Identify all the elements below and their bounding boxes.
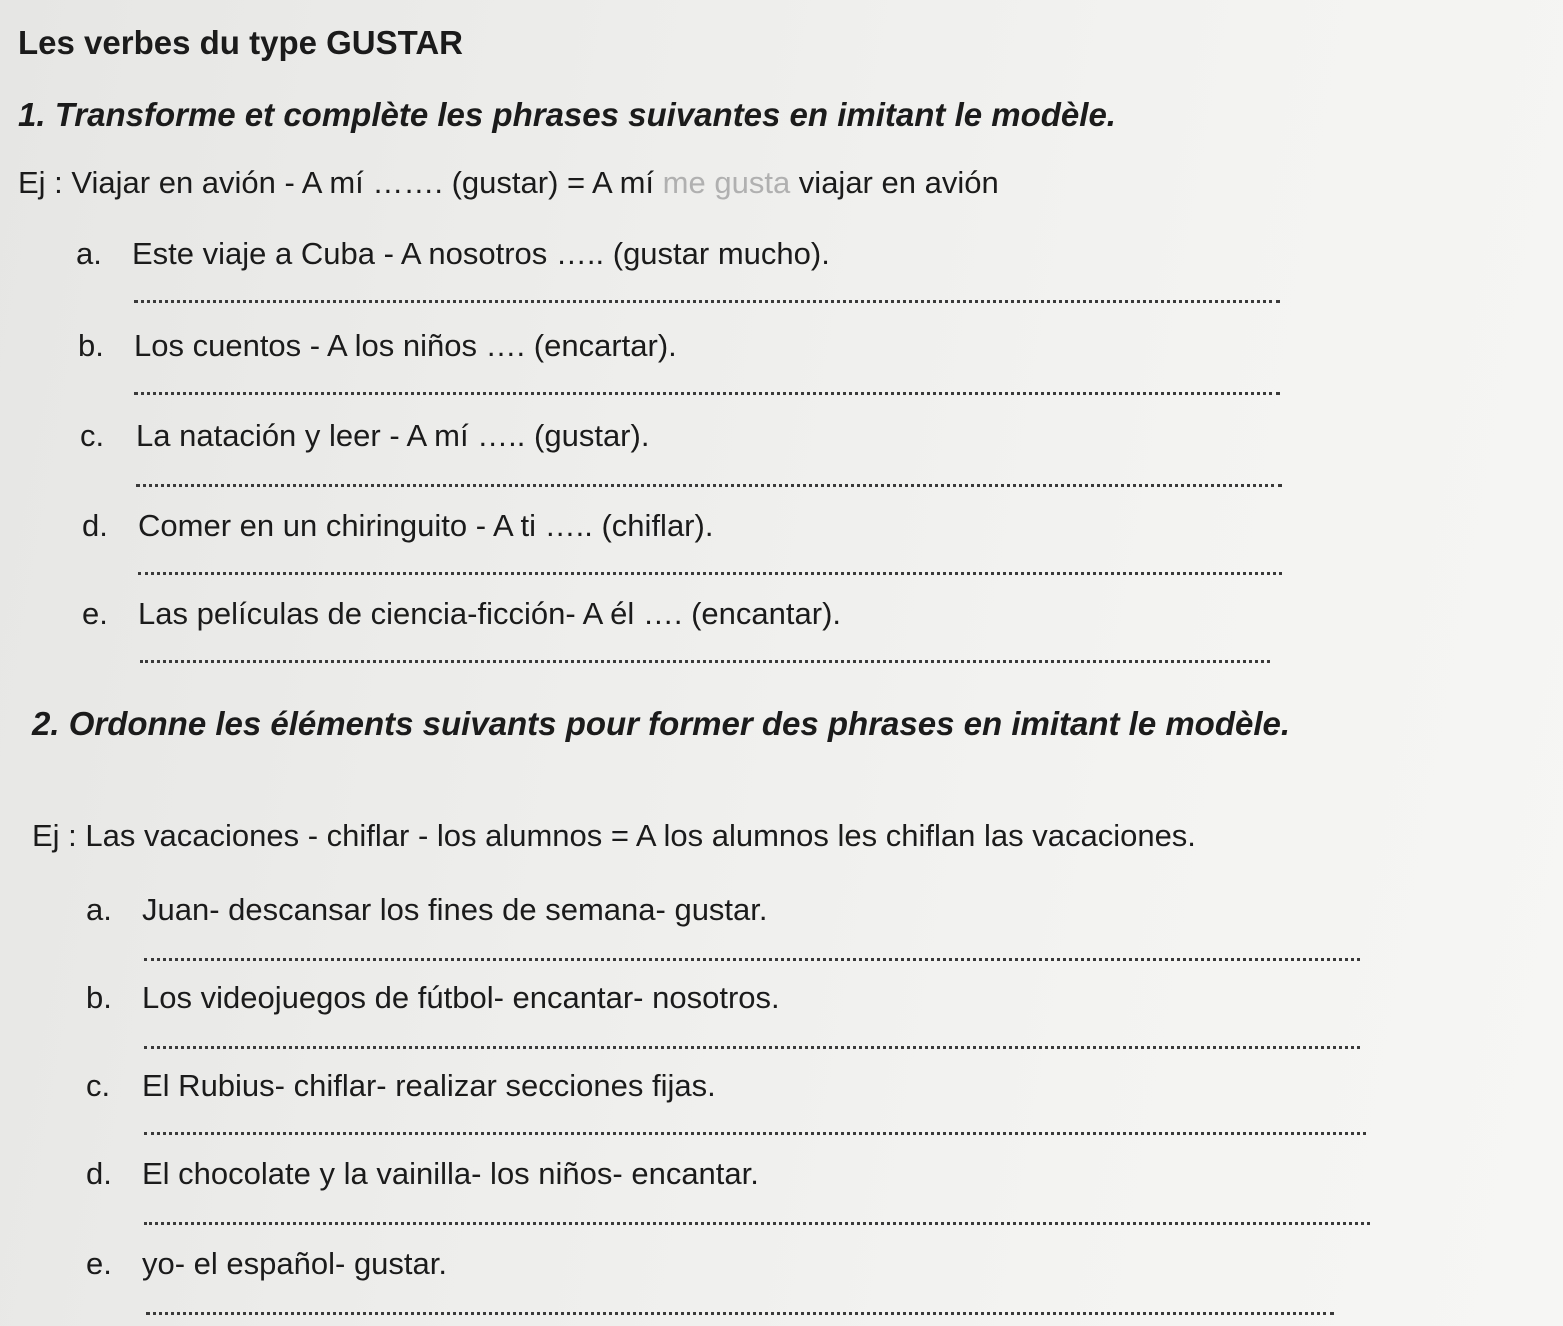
item-letter: a.	[76, 236, 102, 271]
example-1-answer: me gusta	[662, 165, 791, 200]
exercise-2-item-c	[86, 1068, 716, 1104]
item-text: Este viaje a Cuba - A nosotros ….. (gustar mucho).	[132, 236, 830, 271]
answer-line-1c[interactable]	[136, 484, 1282, 487]
item-letter: c.	[86, 1068, 111, 1103]
exercise-1-instruction: 1. Transforme et complète les phrases suivantes en imitant le modèle.	[18, 96, 1116, 133]
item-letter: d.	[86, 1156, 112, 1191]
exercise-2-item-b	[86, 980, 780, 1016]
item-text: El Rubius- chiflar- realizar secciones fijas.	[142, 1068, 716, 1103]
item-letter: e.	[86, 1246, 112, 1281]
exercise-1-item-e	[82, 596, 841, 632]
answer-line-2d[interactable]	[144, 1222, 1370, 1225]
item-text: Juan- descansar los fines de semana- gustar.	[142, 892, 768, 927]
exercise-2-item-e	[86, 1246, 447, 1282]
item-letter: a.	[86, 892, 112, 927]
exercise-1-example	[18, 165, 999, 201]
exercise-2-example: Ej : Las vacaciones - chiflar - los alumnos = A los alumnos les chiflan las vacaciones.	[32, 818, 1196, 853]
answer-line-1d[interactable]	[138, 572, 1282, 575]
answer-line-2e[interactable]	[146, 1312, 1334, 1315]
exercise-2-item-a	[86, 892, 768, 928]
answer-line-2b[interactable]	[144, 1046, 1360, 1049]
example-1-prefix: Ej : Viajar en avión - A mí ……. (gustar) = A mí	[18, 165, 663, 200]
answer-line-1b[interactable]	[134, 392, 1280, 395]
item-letter: c.	[80, 418, 105, 453]
exercise-1-item-c	[80, 418, 649, 454]
answer-line-1a[interactable]	[134, 300, 1280, 303]
page-title: Les verbes du type GUSTAR	[18, 24, 464, 61]
item-text: Comer en un chiringuito - A ti ….. (chiflar).	[138, 508, 714, 543]
item-letter: e.	[82, 596, 108, 631]
item-text: yo- el español- gustar.	[142, 1246, 448, 1281]
item-letter: d.	[82, 508, 108, 543]
item-text: Las películas de ciencia-ficción- A él …. (encantar).	[138, 596, 842, 631]
answer-line-2c[interactable]	[144, 1132, 1366, 1135]
exercise-2-instruction: 2. Ordonne les éléments suivants pour former des phrases en imitant le modèle.	[32, 705, 1291, 742]
item-text: La natación y leer - A mí ….. (gustar).	[136, 418, 650, 453]
exercise-1-item-b	[78, 328, 677, 364]
item-text: Los cuentos - A los niños …. (encartar).	[134, 328, 677, 363]
item-letter: b.	[78, 328, 104, 363]
exercise-2-item-d	[86, 1156, 759, 1192]
item-letter: b.	[86, 980, 112, 1015]
item-text: Los videojuegos de fútbol- encantar- nosotros.	[142, 980, 780, 1015]
answer-line-1e[interactable]	[140, 660, 1270, 663]
exercise-1-item-d	[82, 508, 713, 544]
answer-line-2a[interactable]	[144, 958, 1360, 961]
item-text: El chocolate y la vainilla- los niños- encantar.	[142, 1156, 759, 1191]
example-1-suffix: viajar en avión	[790, 165, 999, 200]
exercise-1-item-a	[76, 236, 830, 272]
